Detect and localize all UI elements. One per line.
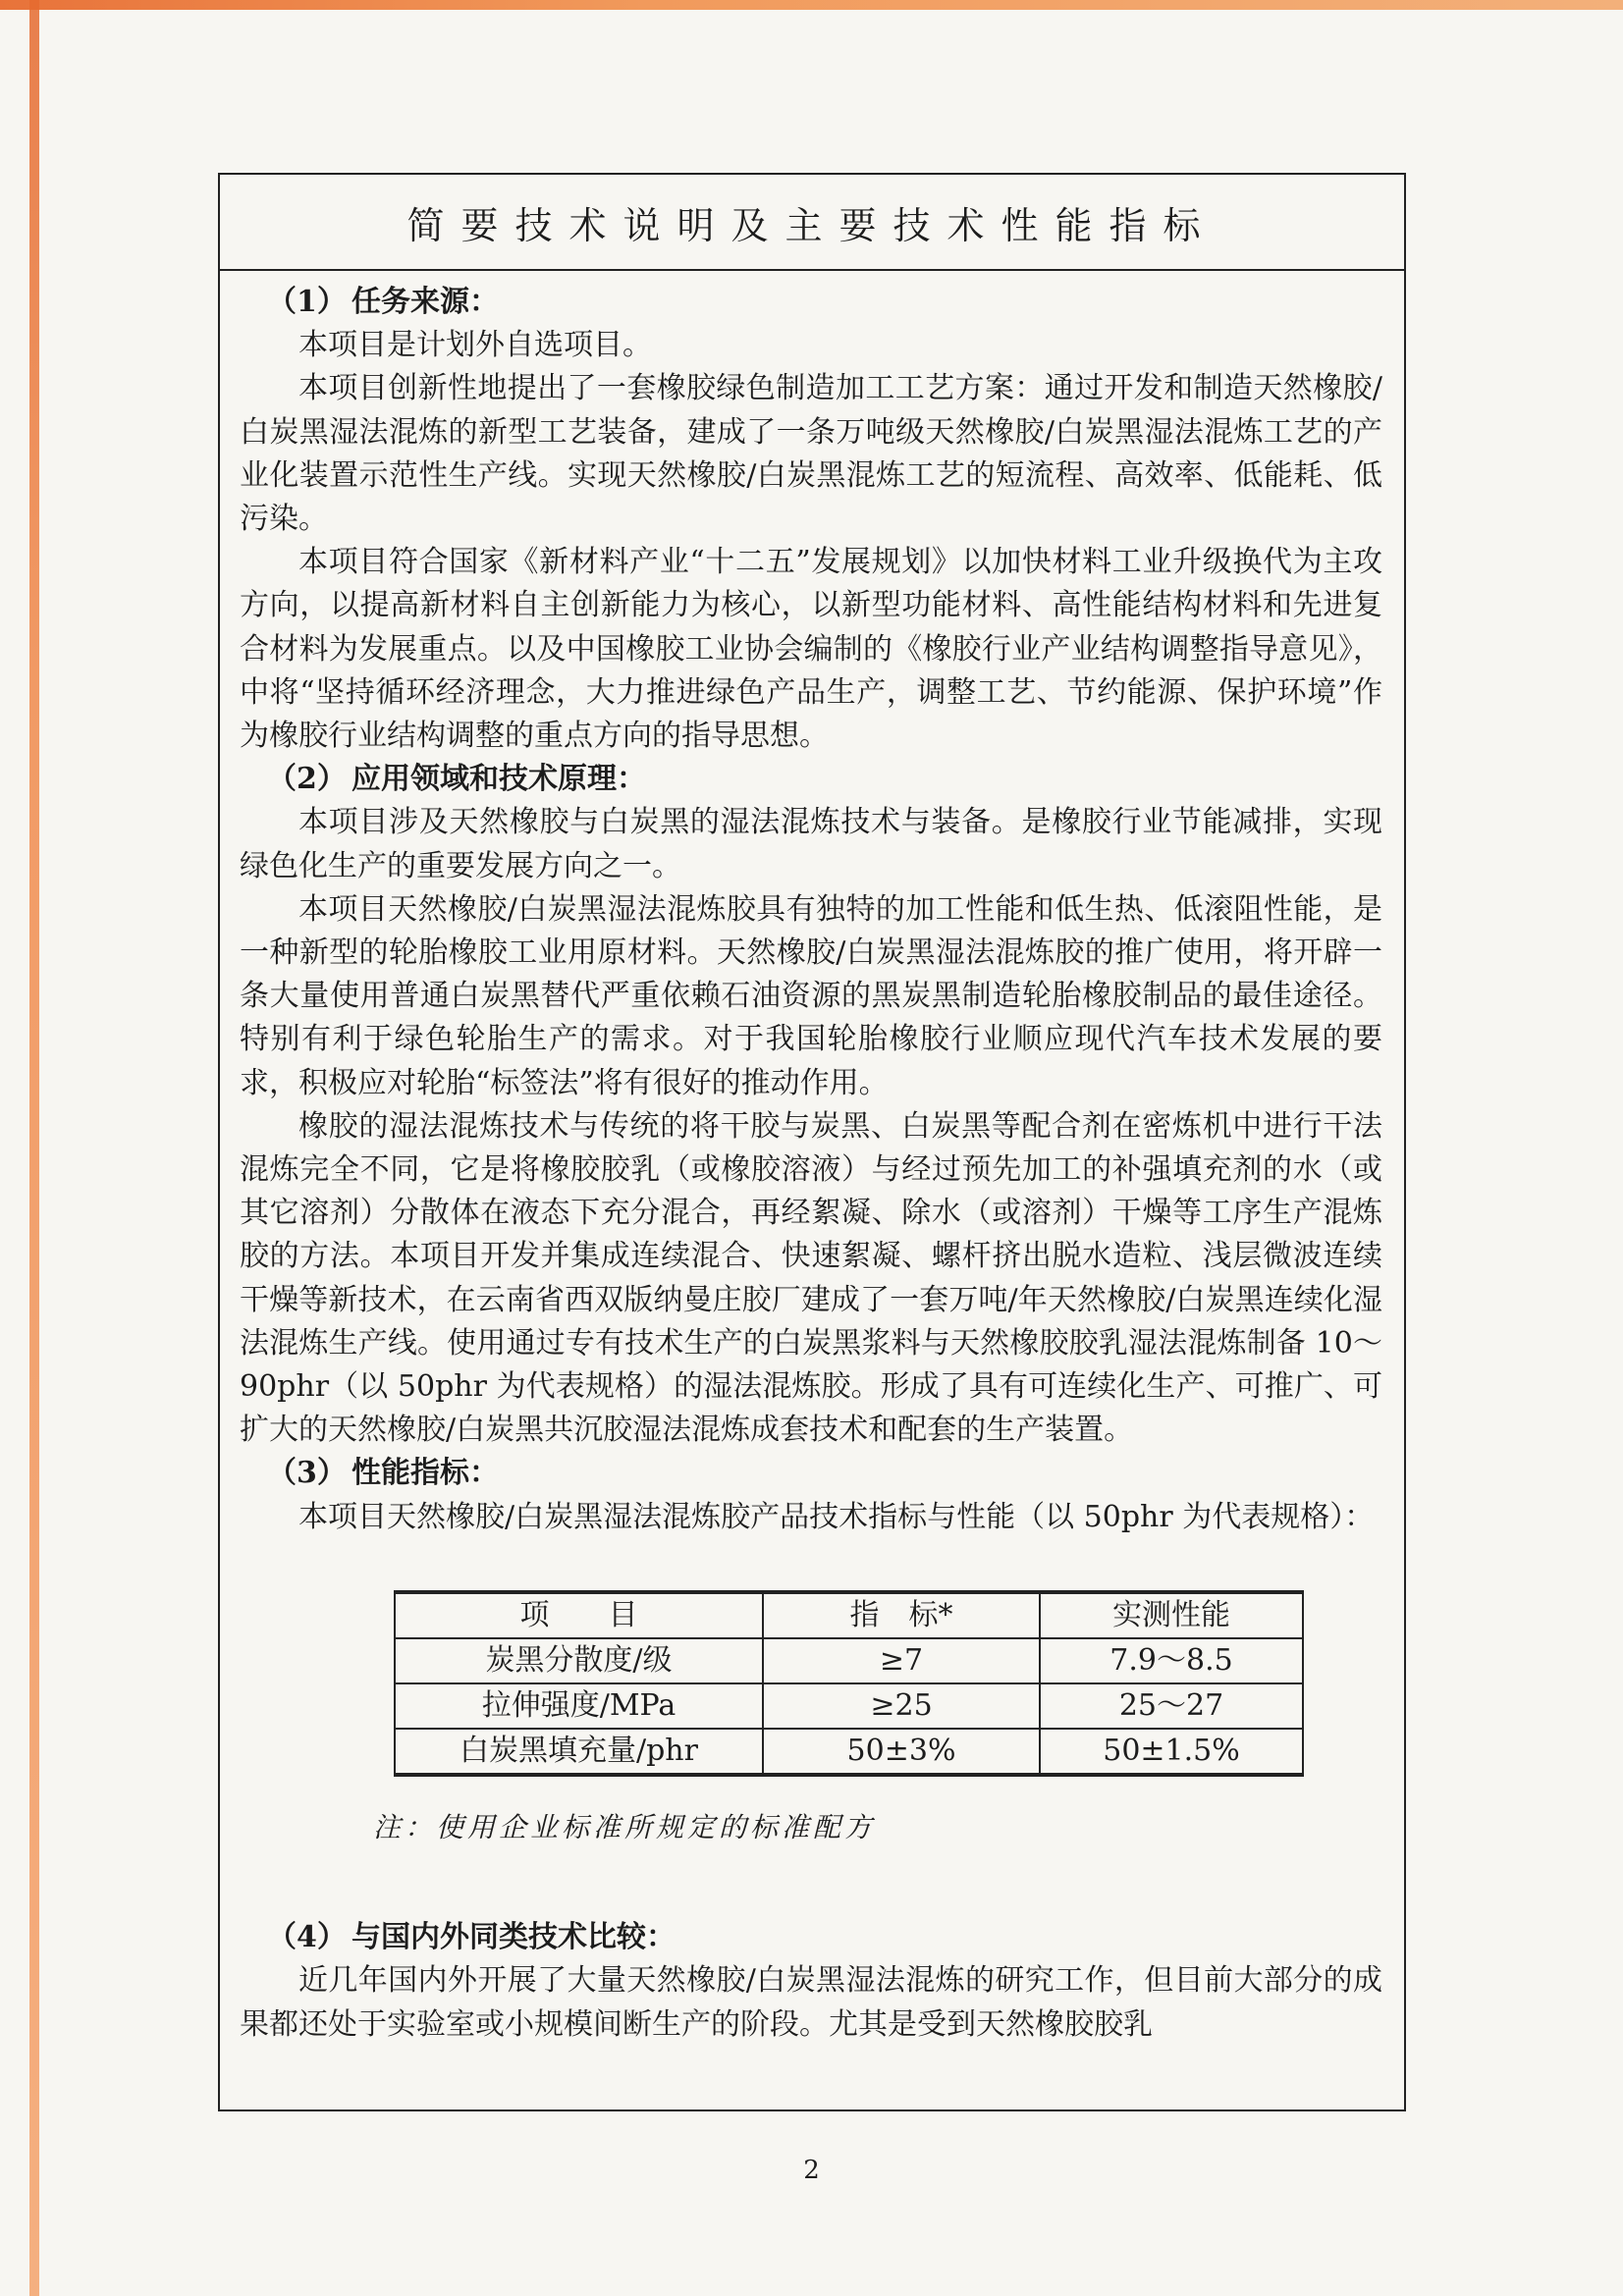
section-2-para-1: 本项目涉及天然橡胶与白炭黑的湿法混炼技术与装备。是橡胶行业节能减排，实现绿色化生产的重要发展方向之一。	[240, 805, 1382, 883]
metrics-table-wrap	[394, 1590, 1382, 1777]
page-number: 2	[803, 2156, 820, 2185]
section-3-number: （3）	[267, 1456, 347, 1491]
document-frame	[218, 173, 1406, 2111]
section-2-para-2: 本项目天然橡胶/白炭黑湿法混炼胶具有独特的加工性能和低生热、低滚阻性能，是一种新型的轮胎橡胶工业用原材料。天然橡胶/白炭黑湿法混炼胶的推广使用，将开辟一条大量使用普通白炭黑替代严重依赖石油资源的黑炭黑制造轮胎橡胶制品的最佳途径。特别有利于绿色轮胎生产的需求。对于我国轮胎橡胶行业顺应现代汽车技术发展的要求，积极应对轮胎“标签法”将有很好的推动作用。	[240, 891, 1382, 1100]
section-2-heading	[267, 758, 1382, 801]
section-1-title: 任务来源：	[352, 285, 499, 319]
table-row	[395, 1683, 1303, 1729]
document-body	[220, 271, 1404, 2047]
page-title: 简要技术说明及主要技术性能指标	[406, 203, 1217, 247]
table-cell: 拉伸强度/MPa	[395, 1683, 763, 1729]
table-header-spec: 指 标*	[763, 1592, 1040, 1638]
table-cell: ≥7	[763, 1638, 1040, 1683]
section-2-number: （2）	[267, 762, 347, 797]
table-row	[395, 1729, 1303, 1775]
table-header-measured: 实测性能	[1040, 1592, 1303, 1638]
table-cell: 50±1.5%	[1040, 1729, 1303, 1775]
section-1-number: （1）	[267, 285, 347, 319]
table-note: 注：使用企业标准所规定的标准配方	[373, 1810, 877, 1843]
scan-top-edge	[0, 0, 1623, 10]
title-row	[220, 175, 1404, 271]
table-header-row	[395, 1592, 1303, 1638]
section-2-title: 应用领域和技术原理：	[352, 762, 646, 797]
section-4-heading	[267, 1916, 1382, 1959]
section-3-heading	[267, 1452, 1382, 1495]
table-header-item: 项 目	[395, 1592, 763, 1638]
table-cell: 25～27	[1040, 1683, 1303, 1729]
table-row	[395, 1638, 1303, 1683]
table-cell: 白炭黑填充量/phr	[395, 1729, 763, 1775]
section-1-para-2: 本项目创新性地提出了一套橡胶绿色制造加工工艺方案：通过开发和制造天然橡胶/白炭黑湿法混炼的新型工艺装备，建成了一条万吨级天然橡胶/白炭黑湿法混炼工艺的产业化装置示范性生产线。实现天然橡胶/白炭黑混炼工艺的短流程、高效率、低能耗、低污染。	[240, 371, 1382, 537]
metrics-table	[394, 1590, 1304, 1777]
section-3-title: 性能指标：	[352, 1456, 499, 1491]
section-1-heading	[267, 281, 1382, 324]
table-cell: 7.9～8.5	[1040, 1638, 1303, 1683]
section-1-para-3: 本项目符合国家《新材料产业“十二五”发展规划》以加快材料工业升级换代为主攻方向，以提高新材料自主创新能力为核心，以新型功能材料、高性能结构材料和先进复合材料为发展重点。以及中国橡胶工业协会编制的《橡胶行业产业结构调整指导意见》，中将“坚持循环经济理念，大力推进绿色产品生产，调整工艺、节约能源、保护环境”作为橡胶行业结构调整的重点方向的指导思想。	[240, 545, 1382, 754]
table-cell: 炭黑分散度/级	[395, 1638, 763, 1683]
section-2-para-3: 橡胶的湿法混炼技术与传统的将干胶与炭黑、白炭黑等配合剂在密炼机中进行干法混炼完全不同，它是将橡胶胶乳（或橡胶溶液）与经过预先加工的补强填充剂的水（或其它溶剂）分散体在液态下充分混合，再经絮凝、除水（或溶剂）干燥等工序生产混炼胶的方法。本项目开发并集成连续混合、快速絮凝、螺杆挤出脱水造粒、浅层微波连续干燥等新技术，在云南省西双版纳曼庄胶厂建成了一套万吨/年天然橡胶/白炭黑连续化湿法混炼生产线。使用通过专有技术生产的白炭黑浆料与天然橡胶胶乳湿法混炼制备 10～90phr（以 50phr 为代表规格）的湿法混炼胶。形成了具有可连续化生产、可推广、可扩大的天然橡胶/白炭黑共沉胶湿法混炼成套技术和配套的生产装置。	[240, 1108, 1382, 1448]
section-1-para-1: 本项目是计划外自选项目。	[298, 328, 652, 363]
section-4-number: （4）	[267, 1920, 347, 1955]
scan-left-edge	[29, 0, 39, 2296]
section-4-title: 与国内外同类技术比较：	[352, 1920, 676, 1955]
section-4-para-1: 近几年国内外开展了大量天然橡胶/白炭黑湿法混炼的研究工作，但目前大部分的成果都还处于实验室或小规模间断生产的阶段。尤其是受到天然橡胶胶乳	[240, 1963, 1382, 2042]
section-3-para-1: 本项目天然橡胶/白炭黑湿法混炼胶产品技术指标与性能（以 50phr 为代表规格）：	[298, 1499, 1375, 1534]
table-cell: 50±3%	[763, 1729, 1040, 1775]
table-cell: ≥25	[763, 1683, 1040, 1729]
